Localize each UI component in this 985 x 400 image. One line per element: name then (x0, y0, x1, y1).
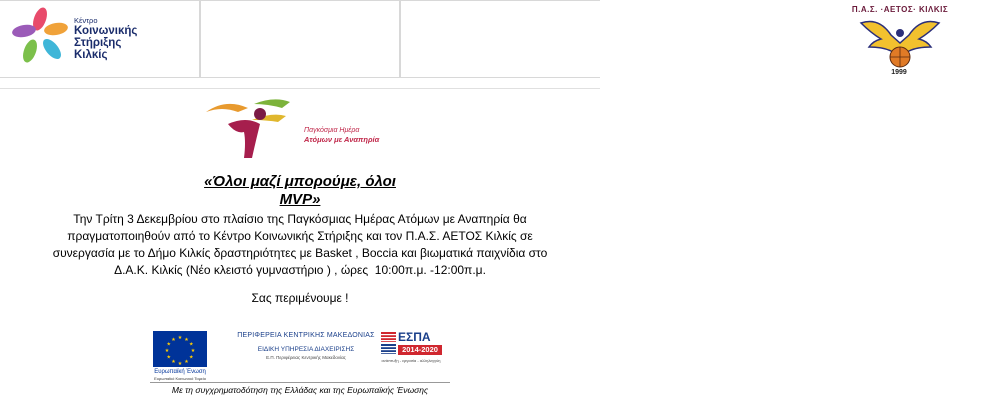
headline-line: «Όλοι μαζί μπορούμε, όλοι (204, 173, 396, 190)
header-logo-bar (0, 0, 949, 86)
svg-text:★: ★ (188, 354, 194, 361)
aetos-year: 1999 (891, 69, 907, 76)
kentro-logo-panel (0, 0, 200, 78)
aetos-eagle-icon (859, 13, 941, 73)
managing-authority-sub: Ε.Π. Περιφέρειας Κεντρικής Μακεδονίας (266, 355, 346, 360)
kentro-small-label: Κέντρο (74, 16, 98, 25)
espa-title: ΕΣΠΑ (398, 330, 431, 344)
svg-text:★: ★ (190, 348, 196, 354)
svg-text:★: ★ (164, 348, 170, 354)
closing-text: Σας περιμένουμε ! (251, 291, 349, 305)
header-divider (0, 88, 600, 89)
svg-text:★: ★ (171, 336, 176, 343)
kentro-name-line: Στήριξης (74, 37, 122, 49)
day-logo-line1: Παγκόσμια Ημέρα (304, 127, 360, 134)
kentro-name-line: Κοινωνικής (74, 25, 138, 37)
description-line: συνεργασία με το Δήμο Κιλκίς δραστηριότητες με Basket , Boccia και βιωματικά παιχνίδια στο (52, 246, 548, 260)
eu-label: Ευρωπαϊκή Ένωση (154, 369, 206, 375)
svg-text:★: ★ (184, 336, 189, 343)
aetos-logo-panel (400, 0, 949, 78)
kentro-name (74, 25, 137, 61)
svg-text:★: ★ (166, 341, 172, 348)
svg-text:★: ★ (171, 359, 176, 366)
footer-divider (150, 382, 450, 383)
svg-text:★: ★ (166, 354, 172, 361)
disability-day-figure-icon (186, 94, 306, 164)
event-description (40, 211, 560, 279)
region-label: ΠΕΡΙΦΕΡΕΙΑ ΚΕΝΤΡΙΚΗΣ ΜΑΚΕΔΟΝΙΑΣ (237, 332, 375, 339)
svg-text:★: ★ (177, 335, 183, 341)
eu-fund-label: Ευρωπαϊκό Κοινωνικό Ταμείο (154, 376, 206, 381)
managing-authority-label: ΕΙΔΙΚΗ ΥΠΗΡΕΣΙΑ ΔΙΑΧΕΙΡΙΣΗΣ (257, 346, 355, 353)
headline-line: MVP» (279, 191, 321, 208)
svg-text:★: ★ (188, 341, 194, 348)
espa-years: 2014-2020 (398, 345, 442, 355)
kentro-pinwheel-icon (14, 7, 66, 63)
svg-text:★: ★ (184, 359, 189, 366)
aetos-title: Π.Α.Σ. ·ΑΕΤΟΣ· ΚΙΛΚΙΣ (851, 5, 949, 14)
eu-flag-icon (153, 331, 207, 367)
event-headline (150, 173, 450, 209)
espa-slogan: ανάπτυξη - εργασία - αλληλεγγύη (381, 358, 441, 363)
description-line: Δ.Α.Κ. Κιλκίς (Νέο κλειστό γυμναστήριο ) , ώρες 10:00π.μ. -12:00π.μ. (114, 263, 486, 277)
svg-text:★: ★ (177, 361, 183, 367)
dimos-logo-panel (200, 0, 400, 78)
description-line: Την Τρίτη 3 Δεκεμβρίου στο πλαίσιο της Παγκόσμιας Ημέρας Ατόμων με Αναπηρία θα (73, 212, 527, 226)
description-line: πραγματοποιηθούν από το Κέντρο Κοινωνικής Στήριξης και τον Π.Α.Σ. ΑΕΤΟΣ Κιλκίς σε (67, 229, 533, 243)
cofunding-footer: Με τη συγχρηματοδότηση της Ελλάδας και της Ευρωπαϊκής Ένωσης (171, 385, 429, 395)
day-logo-line2: Ατόμων με Αναπηρία (304, 135, 380, 144)
kentro-name-line: Κιλκίς (74, 49, 108, 61)
